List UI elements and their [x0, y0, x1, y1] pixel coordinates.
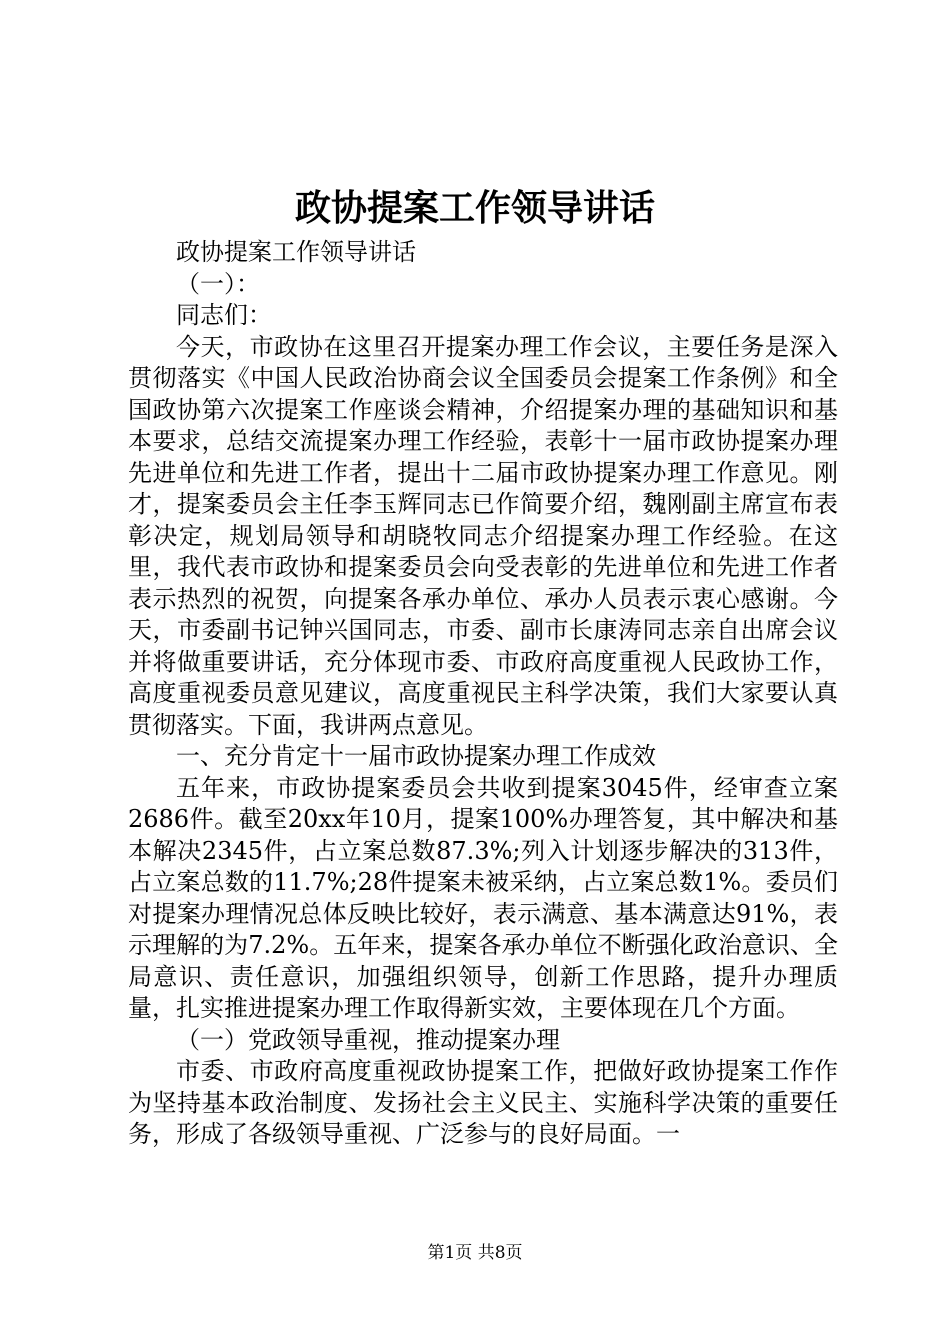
- paragraph-intro: 今天，市政协在这里召开提案办理工作会议，主要任务是深入贯彻落实《中国人民政治协商会议全国委员会提案工作条例》和全国政协第六次提案工作座谈会精神，介绍提案办理的基础知识和基本要求，总结交流提案办理工作经验，表彰十一届市政协提案办理先进单位和先进工作者，提出十二届市政协提案办理工作意见。刚才，提案委员会主任李玉辉同志已作简要介绍，魏刚副主席宣布表彰决定，规划局领导和胡晓牧同志介绍提案办理工作经验。在这里，我代表市政协和提案委员会向受表彰的先进单位和先进工作者表示热烈的祝贺，向提案各承办单位、承办人员表示衷心感谢。今天，市委副书记钟兴国同志，市委、副市长康涛同志亲自出席会议并将做重要讲话，充分体现市委、市政府高度重视人民政协工作，高度重视委员意见建议，高度重视民主科学决策，我们大家要认真贯彻落实。下面，我讲两点意见。: [128, 332, 838, 739]
- heading-subsection-1: （一）党政领导重视，推动提案办理: [176, 1025, 560, 1054]
- page-footer: 第1页 共8页: [427, 1243, 523, 1263]
- salutation: 同志们：: [176, 301, 272, 329]
- section-marker: （一）：: [176, 269, 260, 298]
- document-title: 政协提案工作领导讲话: [294, 187, 655, 229]
- document-body: [128, 237, 838, 1151]
- subtitle-line: 政协提案工作领导讲话: [176, 238, 416, 266]
- paragraph-results: 五年来，市政协提案委员会共收到提案3045件，经审查立案2686件。截至20xx年10月，提案100%办理答复，其中解决和基本解决2345件，占立案总数87.3%;列入计划逐步解决的313件，占立案总数的11.7%;28件提案未被采纳，占立案总数1%。委员们对提案办理情况总体反映比较好，表示满意、基本满意达91%，表示理解的为7.2%。五年来，提案各承办单位不断强化政治意识、全局意识、责任意识，加强组织领导，创新工作思路，提升办理质量，扎实推进提案办理工作取得新实效，主要体现在几个方面。: [128, 773, 838, 1022]
- heading-section-1: 一、充分肯定十一届市政协提案办理工作成效: [176, 742, 656, 770]
- paragraph-leadership: 市委、市政府高度重视政协提案工作，把做好政协提案工作作为坚持基本政治制度、发扬社会主义民主、实施科学决策的重要任务，形成了各级领导重视、广泛参与的良好局面。一: [128, 1057, 838, 1148]
